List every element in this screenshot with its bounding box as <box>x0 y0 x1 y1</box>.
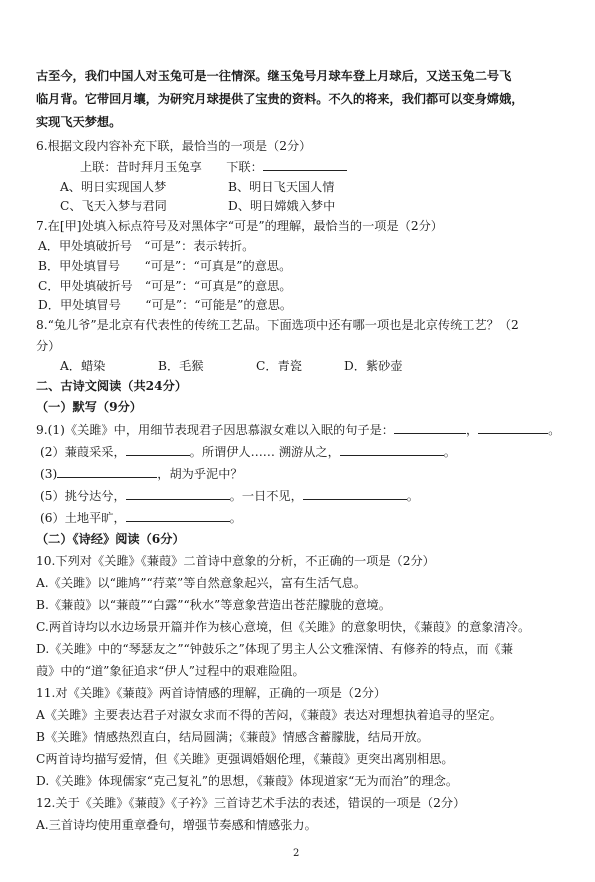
question-9-2: (2）蒹葭采采， 。所谓伊人…… 溯游从之， 。 <box>40 445 456 459</box>
section-2-heading: 二、古诗文阅读（共24分） <box>36 379 188 393</box>
question-10-option-d: D.《关雎》中的“琴瑟友之”“钟鼓乐之”体现了男主人公文雅深情、有修养的特点，而《蒹 <box>36 642 513 656</box>
question-10-stem: 10.下列对《关雎》《蒹葭》二首诗中意象的分析，不正确的一项是（2分） <box>36 554 435 568</box>
question-7-option-d: D．甲处填冒号 “可是”：“可能是”的意思。 <box>38 298 293 312</box>
answer-blank <box>394 421 466 434</box>
answer-blank <box>340 443 444 456</box>
question-6-option-d: D、明日嫦娥入梦中 <box>228 199 336 213</box>
question-6-stem: 6.根据文段内容补充下联，最恰当的一项是（2分） <box>36 139 312 153</box>
question-9-3: (3) ，胡为乎泥中？ <box>40 467 243 481</box>
answer-blank <box>126 509 230 522</box>
answer-blank <box>303 487 407 500</box>
question-6-option-b: B、明日飞天国人情 <box>228 180 335 194</box>
question-11-stem: 11.对《关雎》《蒹葭》两首诗情感的理解，正确的一项是（2分） <box>36 686 387 700</box>
question-10-option-a: A.《关雎》以“雎鸠”“荇菜”等自然意象起兴，富有生活气息。 <box>36 576 367 590</box>
question-7-stem: 7.在[甲]处填入标点符号及对黑体字“可是”的理解，最恰当的一项是（2分） <box>36 219 443 233</box>
question-8-stem: 8.“兔儿爷”是北京有代表性的传统工艺品。下面选项中还有哪一项也是北京传统工艺？（2 <box>36 318 519 332</box>
question-9-6: (6）土地平旷， 。 <box>40 511 242 525</box>
question-8-stem-cont: 分） <box>36 339 61 353</box>
answer-blank <box>126 487 230 500</box>
subsection-2-heading: （二）《诗经》阅读（6分） <box>36 532 185 546</box>
question-8-option-c: C．青瓷 <box>256 359 302 373</box>
question-6-option-a: A、明日实现国人梦 <box>60 180 167 194</box>
question-7-option-b: B．甲处填冒号 “可是”：“可真是”的意思。 <box>38 259 292 273</box>
answer-blank <box>57 465 157 478</box>
question-6-couplet: 上联：昔时拜月玉兔享 下联： <box>80 158 347 175</box>
question-8-option-a: A．蜡染 <box>60 359 106 373</box>
answer-blank <box>126 443 190 456</box>
page-number: 2 <box>293 848 300 859</box>
question-7-option-c: C．甲处填破折号 “可是”：“可真是”的意思。 <box>38 279 292 293</box>
question-12-option-a: A.三首诗均使用重章叠句，增强节奏感和情感张力。 <box>36 818 317 832</box>
question-12-stem: 12.关于《关雎》《蒹葭》《子衿》三首诗艺术手法的表述，错误的一项是（2分） <box>36 796 466 810</box>
question-7-option-a: A．甲处填破折号 “可是”：表示转折。 <box>38 239 255 253</box>
question-10-option-c: C.两首诗均以水边场景开篇并作为核心意境，但《关雎》的意象明快，《蒹葭》的意象清冷。 <box>36 620 531 634</box>
question-9-1: 9.(1)《关雎》中，用细节表现君子因思慕淑女难以入眠的句子是： ， 。 <box>36 423 561 437</box>
question-11-option-a: A《关雎》主要表达君子对淑女求而不得的苦闷，《蒹葭》表达对理想执着追寻的坚定。 <box>36 708 502 722</box>
answer-blank <box>478 421 548 434</box>
question-11-option-d: D.《关雎》体现儒家“克己复礼”的思想，《蒹葭》体现道家“无为而治”的理念。 <box>36 774 459 788</box>
question-11-option-c: C两首诗均描写爱情，但《关雎》更强调婚姻伦理，《蒹葭》更突出离别相思。 <box>36 752 454 766</box>
question-8-option-b: B．毛猴 <box>158 359 204 373</box>
passage-line-3: 实现飞天梦想。 <box>36 115 122 129</box>
passage-line-1: 古至今，我们中国人对玉兔可是一往情深。继玉兔号月球车登上月球后，又送玉兔二号飞 <box>36 69 512 83</box>
subsection-1-heading: （一）默写（9分） <box>36 400 142 414</box>
question-10-option-d-cont: 葭》中的“道”象征追求“伊人”过程中的艰难险阻。 <box>36 664 305 678</box>
passage-line-2: 临月背。它带回月壤，为研究月球提供了宝贵的资料。不久的将来，我们都可以变身嫦娥， <box>36 92 524 106</box>
question-11-option-b: B《关雎》情感热烈直白，结局圆满；《蒹葭》情感含蓄朦胧，结局开放。 <box>36 730 429 744</box>
question-9-5: (5）挑兮达兮， 。一日不见， 。 <box>40 489 419 503</box>
answer-blank <box>263 158 347 171</box>
question-8-option-d: D．紫砂壶 <box>344 359 403 373</box>
question-6-option-c: C、飞天入梦与君同 <box>60 199 167 213</box>
question-10-option-b: B.《蒹葭》以“蒹葭”“白露”“秋水”等意象营造出苍茫朦胧的意境。 <box>36 598 391 612</box>
